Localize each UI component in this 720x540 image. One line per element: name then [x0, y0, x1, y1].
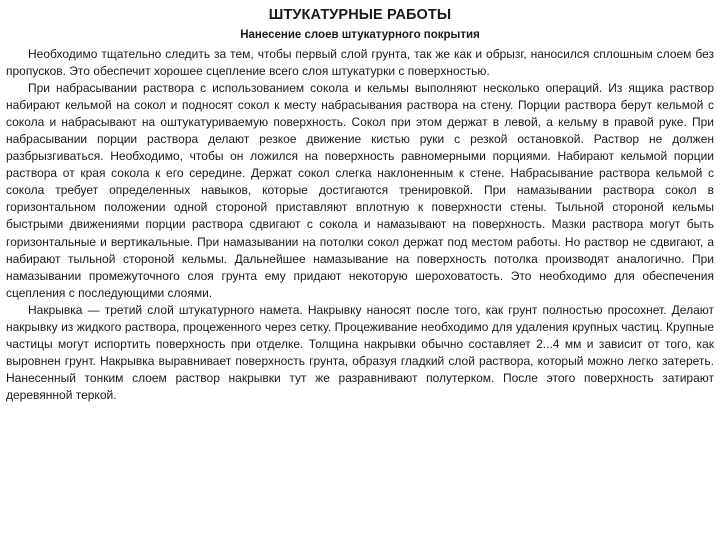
document-body: [6, 46, 714, 404]
page-title: ШТУКАТУРНЫЕ РАБОТЫ: [268, 7, 452, 23]
paragraph-first-coat: Необходимо тщательно следить за тем, чтобы первый слой грунта, так же как и обрызг, наносился сплошным слоем без пропусков. Это обеспечит хорошее сцепление всего слоя штукатурки с поверхностью.: [6, 47, 714, 79]
paragraph-applying-mortar: При набрасывании раствора с использованием сокола и кельмы выполняют несколько операций. Из ящика раствор набирают кельмой на сокол и подносят сокол к месту набрасывания раствора на стену. Порции раствора берут кельмой с сокола и набрасывают на оштукатуриваемую поверхность. Сокол при этом держат в левой, а кельму в правой руке. При набрасывании порции раствора делают резкое движение кистью руки с резкой остановкой. Раствор не должен разбрызгиваться. Необходимо, чтобы он ложился на поверхность равномерными порциями. Набирают кельмой порции раствора от края сокола к его середине. Держат сокол слегка наклоненным к стене. Набрасывание раствора кельмой с сокола требует определенных навыков, которые достигаются тренировкой. При намазывании раствора сокол в горизонтальном положении одной стороной приставляют вплотную к поверхности стены. Тыльной стороной кельмы быстрыми движениями порции раствора сдвигают с сокола и намазывают на поверхность. Мазки раствора могут быть горизонтальные и вертикальные. При намазывании на потолки сокол держат под местом работы. Но раствор не сдвигают, а набирают тыльной стороной кельмы. Дальнейшее намазывание на поверхность потолка производят аналогично. При намазывании промежуточного слоя грунта ему придают некоторую шероховатость. Это необходимо для обеспечения сцепления с последующими слоями.: [6, 81, 714, 300]
paragraph-finish-coat: Накрывка — третий слой штукатурного намета. Накрывку наносят после того, как грунт полностью просохнет. Делают накрывку из жидкого раствора, процеженного через сетку. Процеживание необходимо для удаления крупных частиц. Крупные частицы могут испортить поверхность при отделке. Толщина накрывки обычно составляет 2...4 мм и зависит от того, как выровнен грунт. Накрывка выравнивает поверхность грунта, образуя гладкий слой раствора, который можно легко затереть. Нанесенный тонким слоем раствор накрывки тут же разравнивают полутерком. После этого поверхность затирают деревянной теркой.: [6, 302, 714, 402]
section-subtitle: Нанесение слоев штукатурного покрытия: [240, 29, 480, 41]
document-page: [6, 6, 714, 404]
